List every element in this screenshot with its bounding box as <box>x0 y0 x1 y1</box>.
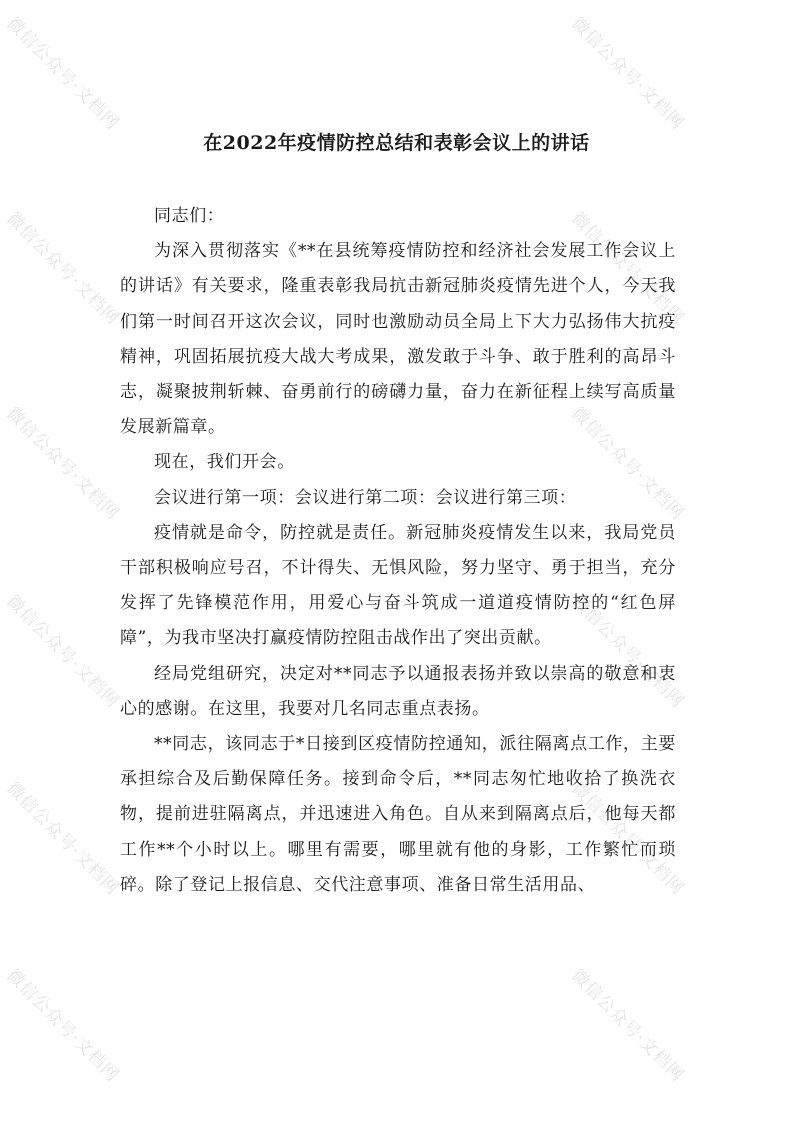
watermark: 微信公众号·文档网 <box>2 965 123 1087</box>
document-body <box>120 199 676 903</box>
watermark: 微信公众号·文档网 <box>2 13 123 135</box>
salutation: 同志们： <box>154 206 225 226</box>
watermark: 微信公众号·文档网 <box>2 778 123 900</box>
paragraph: 经局党组研究，决定对**同志予以通报表扬并致以崇高的敬意和衷心的感谢。在这里，我要对几名同志重点表扬。 <box>120 663 676 719</box>
paragraph: 会议进行第一项：会议进行第二项：会议进行第三项： <box>154 487 577 508</box>
watermark: 微信公众号·文档网 <box>567 965 688 1087</box>
watermark: 微信公众号·文档网 <box>567 208 688 330</box>
watermark: 微信公众号·文档网 <box>567 591 688 713</box>
watermark: 微信公众号·文档网 <box>567 403 688 525</box>
watermark: 微信公众号·文档网 <box>2 208 123 330</box>
watermark: 微信公众号·文档网 <box>2 591 123 713</box>
paragraph: 疫情就是命令，防控就是责任。新冠肺炎疫情发生以来，我局党员干部积极响应号召，不计得失、无惧风险，努力坚守、勇于担当，充分发挥了先锋模范作用，用爱心与奋斗筑成一道道疫情防控的“红色屏障”，为我市坚决打赢疫情防控阻击战作出了突出贡献。 <box>120 522 676 649</box>
document-title: 在2022年疫情防控总结和表彰会议上的讲话 <box>203 132 590 154</box>
watermark: 微信公众号·文档网 <box>567 13 688 135</box>
paragraph: 为深入贯彻落实《**在县统筹疫情防控和经济社会发展工作会议上的讲话》有关要求，隆重表彰我局抗击新冠肺炎疫情先进个人，今天我们第一时间召开这次会议，同时也激励动员全局上下大力弘扬伟大抗疫精神，巩固拓展抗疫大战大考成果，激发敢于斗争、敢于胜利的高昂斗志，凝聚披荆斩棘、奋勇前行的磅礴力量，奋力在新征程上续写高质量发展新篇章。 <box>120 241 676 438</box>
paragraph: 现在，我们开会。 <box>154 452 295 473</box>
paragraph: **同志，该同志于*日接到区疫情防控通知，派往隔离点工作，主要承担综合及后勤保障任务。接到命令后，**同志匆忙地收拾了换洗衣物，提前进驻隔离点，并迅速进入角色。自从来到隔离点后，他每天都工作**个小时以上。哪里有需要，哪里就有他的身影，工作繁忙而琐碎。除了登记上报信息、交代注意事项、准备日常生活用品、 <box>120 734 676 895</box>
watermark: 微信公众号·文档网 <box>2 403 123 525</box>
watermark: 微信公众号·文档网 <box>567 778 688 900</box>
